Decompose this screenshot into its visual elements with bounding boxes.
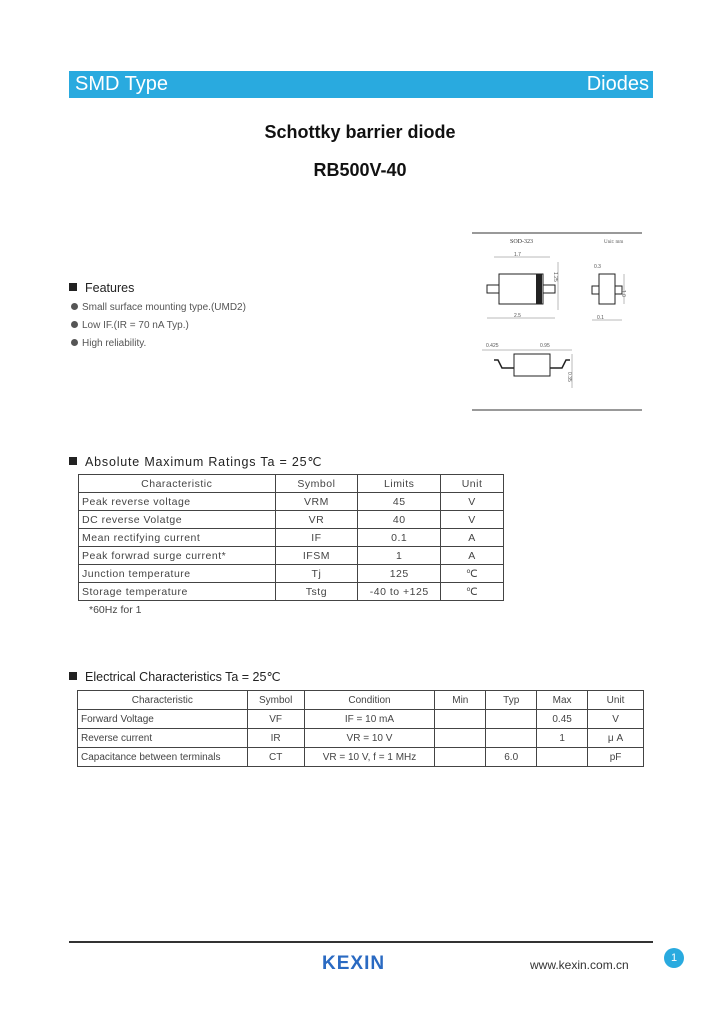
table-cell: Mean rectifying current bbox=[79, 529, 276, 547]
table-cell: VRM bbox=[275, 493, 358, 511]
header-cell: Max bbox=[537, 691, 588, 710]
table-cell: V bbox=[441, 493, 504, 511]
table-row bbox=[78, 710, 644, 729]
table-cell: Storage temperature bbox=[79, 583, 276, 601]
package-outline-drawing bbox=[472, 232, 642, 412]
list-item bbox=[71, 320, 246, 338]
table-row bbox=[79, 529, 504, 547]
table-row bbox=[79, 547, 504, 565]
table-cell: Peak forwrad surge current* bbox=[79, 547, 276, 565]
abs-max-heading-text: Absolute Maximum Ratings Ta = 25℃ bbox=[85, 455, 323, 469]
table-cell: VF bbox=[247, 710, 304, 729]
bullet-icon bbox=[71, 321, 78, 328]
features-heading-text: Features bbox=[85, 281, 135, 295]
table-cell: IF bbox=[275, 529, 358, 547]
header-cell: Condition bbox=[304, 691, 435, 710]
table-row bbox=[79, 583, 504, 601]
abs-max-table bbox=[78, 474, 504, 601]
square-bullet-icon bbox=[69, 672, 77, 680]
table-cell: IFSM bbox=[275, 547, 358, 565]
header-cell: Min bbox=[435, 691, 486, 710]
header-cell: Characteristic bbox=[78, 691, 248, 710]
table-cell: 1 bbox=[358, 547, 441, 565]
table-cell: IR bbox=[247, 729, 304, 748]
table-cell: A bbox=[441, 529, 504, 547]
table-cell: Junction temperature bbox=[79, 565, 276, 583]
elec-heading bbox=[69, 669, 280, 684]
feature-text: Small surface mounting type.(UMD2) bbox=[82, 302, 246, 313]
table-cell: Tstg bbox=[275, 583, 358, 601]
abs-max-heading bbox=[69, 454, 322, 469]
table-cell: Peak reverse voltage bbox=[79, 493, 276, 511]
table-row bbox=[78, 748, 644, 767]
dim-label: 0.3 bbox=[594, 264, 601, 270]
table-cell bbox=[537, 748, 588, 767]
package-drawing-svg bbox=[472, 232, 642, 412]
features-heading bbox=[69, 281, 134, 295]
kexin-logo: KEXIN bbox=[322, 953, 386, 974]
footer-divider bbox=[69, 941, 653, 943]
table-cell: VR = 10 V bbox=[304, 729, 435, 748]
table-cell: 125 bbox=[358, 565, 441, 583]
part-number: RB500V-40 bbox=[313, 160, 407, 180]
unit-label: Unit: mm bbox=[604, 240, 624, 245]
table-cell: 0.45 bbox=[537, 710, 588, 729]
dim-label: 0.35 bbox=[566, 372, 572, 382]
elec-heading-text: Electrical Characteristics Ta = 25℃ bbox=[85, 670, 281, 684]
table-cell: VR bbox=[275, 511, 358, 529]
electrical-table bbox=[77, 690, 644, 767]
list-item bbox=[71, 302, 246, 320]
table-cell: Forward Voltage bbox=[78, 710, 248, 729]
package-name-label: SOD-323 bbox=[510, 239, 534, 245]
table-cell: Tj bbox=[275, 565, 358, 583]
table-cell: V bbox=[588, 710, 644, 729]
table-cell bbox=[435, 729, 486, 748]
table-cell: VR = 10 V, f = 1 MHz bbox=[304, 748, 435, 767]
dim-label: 0.425 bbox=[486, 343, 499, 349]
table-cell: 0.1 bbox=[358, 529, 441, 547]
dim-label: 0.95 bbox=[540, 343, 550, 349]
table-cell: 1 bbox=[537, 729, 588, 748]
square-bullet-icon bbox=[69, 283, 77, 291]
dim-label: 1.25 bbox=[552, 272, 558, 282]
table-cell: ℃ bbox=[441, 583, 504, 601]
website-link[interactable]: www.kexin.com.cn bbox=[530, 958, 629, 972]
page-number-badge: 1 bbox=[664, 948, 684, 968]
table-cell: CT bbox=[247, 748, 304, 767]
square-bullet-icon bbox=[69, 457, 77, 465]
table-cell: A bbox=[441, 547, 504, 565]
bullet-icon bbox=[71, 303, 78, 310]
feature-text: High reliability. bbox=[82, 338, 147, 349]
table-row bbox=[79, 493, 504, 511]
table-cell: -40 to +125 bbox=[358, 583, 441, 601]
table-header-row bbox=[79, 475, 504, 493]
feature-text: Low IF.(IR = 70 nA Typ.) bbox=[82, 320, 189, 331]
dim-label: 2.5 bbox=[514, 313, 521, 319]
table-cell: pF bbox=[588, 748, 644, 767]
header-cell: Symbol bbox=[247, 691, 304, 710]
header-product-type: Diodes bbox=[586, 73, 649, 95]
bullet-icon bbox=[71, 339, 78, 346]
table-cell: 6.0 bbox=[486, 748, 537, 767]
header-cell: Typ bbox=[486, 691, 537, 710]
header-cell: Characteristic bbox=[79, 475, 276, 493]
table-cell: 45 bbox=[358, 493, 441, 511]
dim-label: 0.1 bbox=[597, 315, 604, 321]
table-cell bbox=[486, 710, 537, 729]
table-cell bbox=[435, 748, 486, 767]
header-cell: Unit bbox=[441, 475, 504, 493]
header-cell: Symbol bbox=[275, 475, 358, 493]
table-cell: μ A bbox=[588, 729, 644, 748]
table-cell: ℃ bbox=[441, 565, 504, 583]
table-cell: Reverse current bbox=[78, 729, 248, 748]
header-cell: Unit bbox=[588, 691, 644, 710]
table-row bbox=[79, 565, 504, 583]
table-cell: IF = 10 mA bbox=[304, 710, 435, 729]
table-cell: Capacitance between terminals bbox=[78, 748, 248, 767]
table-cell: V bbox=[441, 511, 504, 529]
dim-label: 1.0 bbox=[620, 290, 626, 297]
table-cell bbox=[486, 729, 537, 748]
table-cell bbox=[435, 710, 486, 729]
features-list bbox=[71, 302, 246, 356]
table-cell: 40 bbox=[358, 511, 441, 529]
header-bar bbox=[69, 71, 653, 98]
header-cell: Limits bbox=[358, 475, 441, 493]
table-row bbox=[78, 729, 644, 748]
table-cell: DC reverse Volatge bbox=[79, 511, 276, 529]
table-header-row bbox=[78, 691, 644, 710]
table-row bbox=[79, 511, 504, 529]
list-item bbox=[71, 338, 246, 356]
footnote: *60Hz for 1 bbox=[89, 604, 142, 616]
dim-label: 1.7 bbox=[514, 252, 521, 258]
header-category: SMD Type bbox=[75, 73, 168, 95]
document-title: Schottky barrier diode bbox=[264, 122, 456, 142]
